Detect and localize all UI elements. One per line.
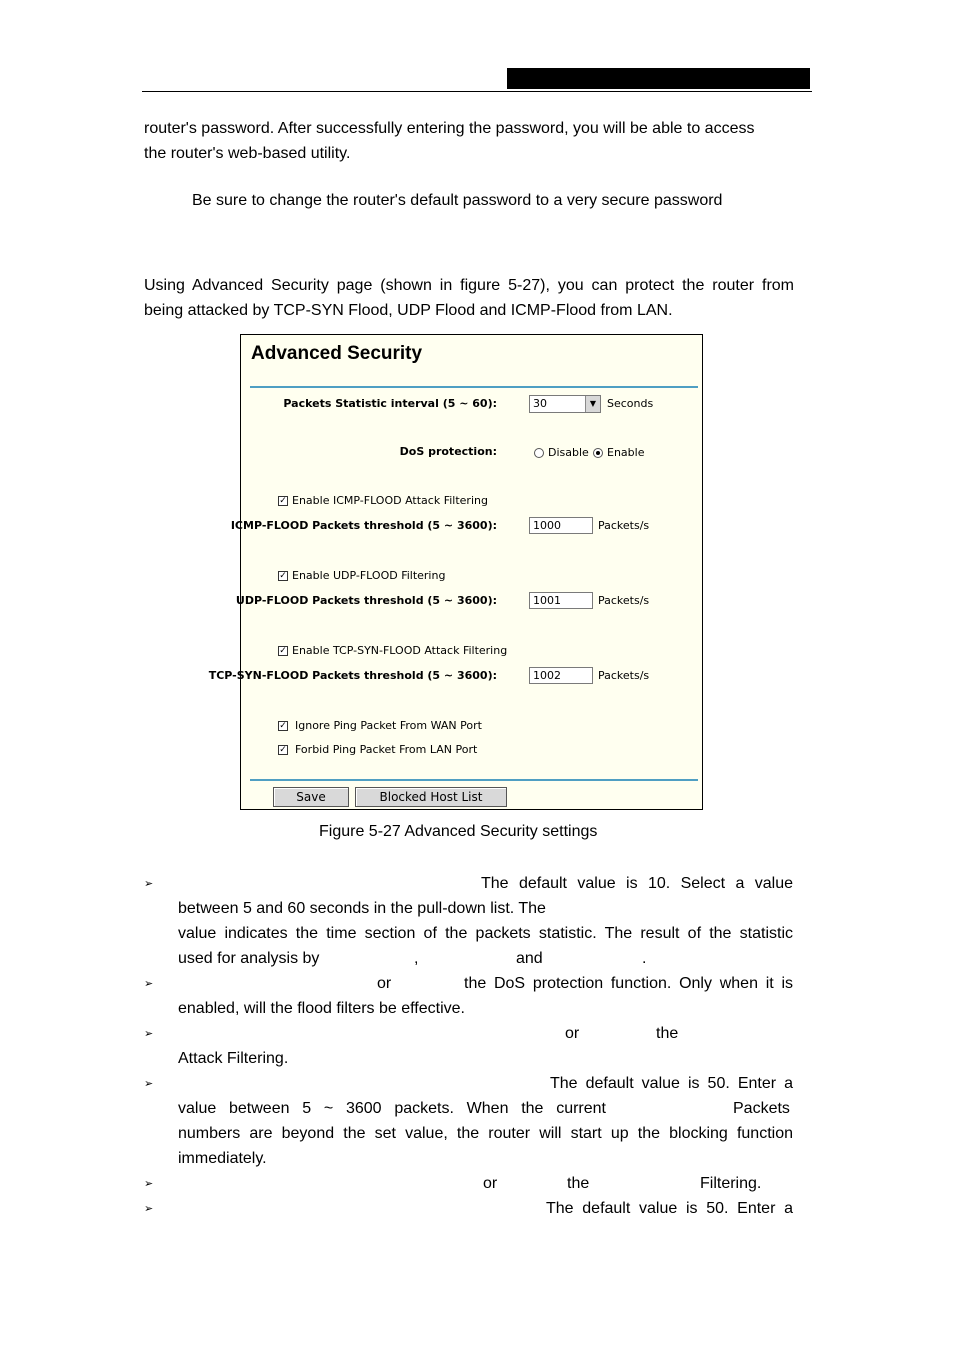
b1-line-d1: used for analysis by — [178, 950, 320, 967]
dos-enable-label: Enable — [607, 446, 645, 459]
bullet-icon: ➢ — [144, 1203, 154, 1215]
b1-line-b: between 5 and 60 seconds in the pull-down list. The — [178, 900, 546, 917]
b1-line-d3: and — [516, 950, 543, 967]
bullet-icon: ➢ — [144, 1078, 154, 1090]
tcp-label: TCP-SYN-FLOOD Packets threshold (5 ~ 3600): — [208, 669, 497, 682]
udp-threshold-input[interactable]: 1001 — [529, 592, 593, 609]
header-rule — [142, 91, 812, 92]
b3-line-a1: or — [565, 1025, 580, 1042]
icmp-label: ICMP-FLOOD Packets threshold (5 ~ 3600): — [230, 519, 497, 532]
dos-label: DoS protection: — [399, 445, 497, 458]
bullet-icon: ➢ — [144, 1178, 154, 1190]
figure-caption: Figure 5-27 Advanced Security settings — [319, 823, 598, 840]
b4-line-b2: Packets — [733, 1100, 790, 1117]
dos-enable-radio[interactable] — [593, 448, 603, 458]
udp-label: UDP-FLOOD Packets threshold (5 ~ 3600): — [235, 594, 497, 607]
b1-line-a: The default value is 10. Select a value — [481, 875, 793, 892]
tcp-checkbox[interactable]: ✓ — [279, 646, 287, 656]
note-text: Be sure to change the router's default password to a very secure password — [192, 192, 723, 209]
intro-line-1: router's password. After successfully entering the password, you will be able to access — [144, 120, 755, 137]
b1-line-d4: . — [642, 950, 647, 967]
bullet-icon: ➢ — [144, 978, 154, 990]
b4-line-c: numbers are beyond the set value, the router will start up the blocking function — [178, 1125, 793, 1142]
ping-lan-checkbox[interactable]: ✓ — [279, 745, 287, 755]
tcp-check-label: Enable TCP-SYN-FLOOD Attack Filtering — [292, 644, 508, 657]
chevron-down-icon[interactable]: ▼ — [585, 396, 600, 412]
b4-line-a: The default value is 50. Enter a — [550, 1075, 793, 1092]
udp-check-label: Enable UDP-FLOOD Filtering — [292, 569, 446, 582]
title-rule — [250, 386, 698, 388]
udp-checkbox[interactable]: ✓ — [279, 571, 287, 581]
bullet-icon: ➢ — [144, 878, 154, 890]
ping-wan-checkbox[interactable]: ✓ — [279, 721, 287, 731]
section-line-1: Using Advanced Security page (shown in figure 5-27), you can protect the router from — [144, 277, 794, 294]
b1-line-c: value indicates the time section of the packets statistic. The result of the statistic — [178, 925, 793, 942]
section-line-2: being attacked by TCP-SYN Flood, UDP Flood and ICMP-Flood from LAN. — [144, 302, 673, 319]
intro-line-2: the router's web-based utility. — [144, 145, 351, 162]
ping-wan-label: Ignore Ping Packet From WAN Port — [295, 719, 482, 732]
dos-disable-label: Disable — [548, 446, 589, 459]
icmp-unit: Packets/s — [598, 519, 650, 532]
b5-line-a3: Filtering. — [700, 1175, 762, 1192]
interval-unit: Seconds — [607, 397, 654, 410]
b4-line-b1: value between 5 ~ 3600 packets. When the current — [178, 1100, 606, 1117]
bullet-icon: ➢ — [144, 1028, 154, 1040]
b3-line-a2: the — [656, 1025, 679, 1042]
interval-label: Packets Statistic interval (5 ~ 60): — [283, 397, 497, 410]
icmp-check-label: Enable ICMP-FLOOD Attack Filtering — [292, 494, 488, 507]
udp-unit: Packets/s — [598, 594, 650, 607]
icmp-checkbox[interactable]: ✓ — [279, 496, 287, 506]
b5-line-a2: the — [567, 1175, 590, 1192]
footer-rule — [250, 779, 698, 781]
b2-line-a1: or — [377, 975, 392, 992]
save-button[interactable]: Save — [273, 787, 349, 807]
tcp-unit: Packets/s — [598, 669, 650, 682]
tcp-threshold-input[interactable]: 1002 — [529, 667, 593, 684]
blocked-host-list-button[interactable]: Blocked Host List — [355, 787, 507, 807]
header-bar — [507, 68, 810, 89]
b6-line-a: The default value is 50. Enter a — [546, 1200, 793, 1217]
advanced-security-figure — [208, 334, 703, 810]
b4-line-d: immediately. — [178, 1150, 267, 1167]
b2-line-a2: the DoS protection function. Only when it is — [464, 975, 793, 992]
b2-line-b: enabled, will the flood filters be effective. — [178, 1000, 465, 1017]
b1-line-d2: , — [414, 950, 419, 967]
b3-line-b: Attack Filtering. — [178, 1050, 289, 1067]
figure-title: Advanced Security — [251, 343, 423, 364]
interval-select[interactable] — [529, 395, 601, 413]
dos-disable-radio[interactable] — [534, 448, 544, 458]
icmp-threshold-input[interactable]: 1000 — [529, 517, 593, 534]
interval-value: 30 — [533, 397, 547, 410]
b5-line-a1: or — [483, 1175, 498, 1192]
ping-lan-label: Forbid Ping Packet From LAN Port — [295, 743, 478, 756]
